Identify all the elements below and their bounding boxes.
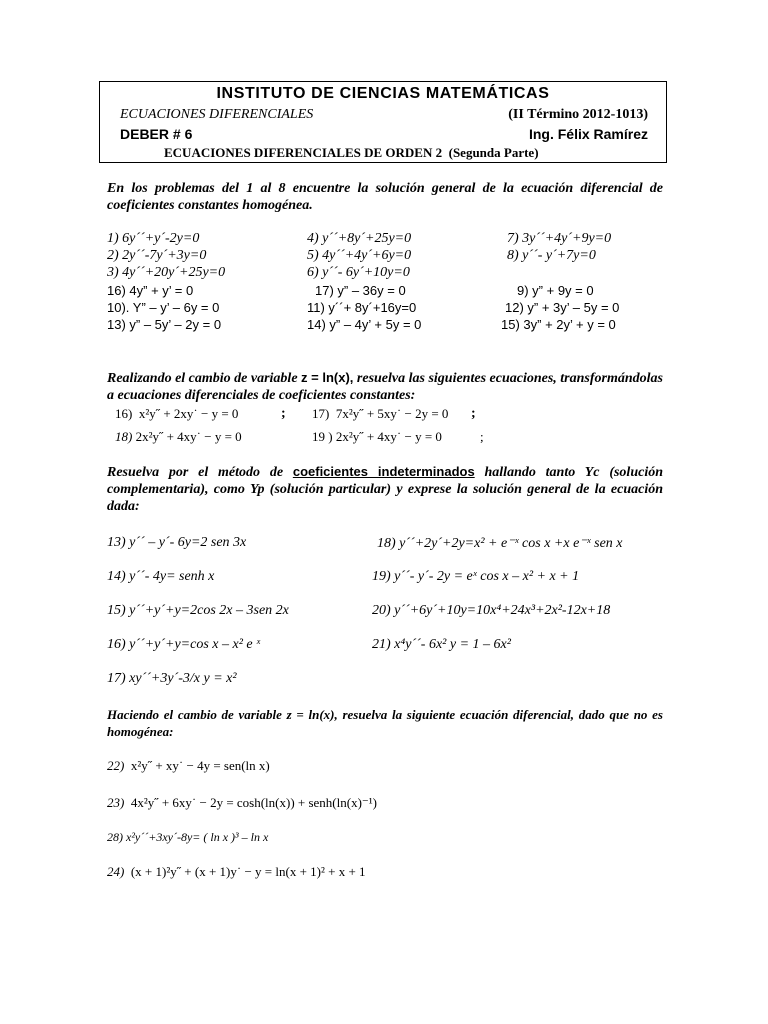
problem-15c: 15) y´´+y´+y=2cos 2x – 3sen 2x <box>107 603 289 618</box>
separator: ; <box>480 429 484 444</box>
section2-intro: Realizando el cambio de variable z = ln(x), resuelva las siguientes ecuaciones, transformándolas a ecuaciones diferenciales de coeficientes constantes: <box>107 370 663 403</box>
term: (II Término 2012-1013) <box>508 107 648 122</box>
problem-19b: 19 ) 2x²y˝ + 4xy˙ − y = 0 <box>312 429 442 444</box>
separator: ; <box>471 406 476 421</box>
course-name: ECUACIONES DIFERENCIALES <box>120 107 314 122</box>
problem-16a: 16) 4y” + y’ = 0 <box>107 283 194 298</box>
problem-28: 28) x²y´´+3xy´-8y= ( ln x )³ – ln x <box>107 830 269 844</box>
problem-11: 11) y´´+ 8y´+16y=0 <box>307 300 417 315</box>
problem-7: 7) 3y´´+4y´+9y=0 <box>507 231 612 246</box>
problem-18c: 18) y´´+2y´+2y=x² + e⁻ˣ cos x +x e⁻ˣ sen x <box>377 536 623 551</box>
problem-15a: 15) 3y” + 2y’ + y = 0 <box>501 317 616 332</box>
problem-10: 10). Y” – y’ – 6y = 0 <box>107 300 220 315</box>
problem-4: 4) y´´+8y´+25y=0 <box>307 231 412 246</box>
assignment-number: DEBER # 6 <box>120 126 193 142</box>
topic: ECUACIONES DIFERENCIALES DE ORDEN 2 (Segunda Parte) <box>164 145 539 160</box>
institute-title: INSTITUTO DE CIENCIAS MATEMÁTICAS <box>216 85 550 102</box>
problem-16c: 16) y´´+y´+y=cos x – x² e ˣ <box>107 637 261 652</box>
problem-21c: 21) x⁴y´´- 6x² y = 1 – 6x² <box>372 637 511 652</box>
problem-13c: 13) y´´ – y´- 6y=2 sen 3x <box>107 535 247 550</box>
problem-22: 22) x²y˝ + xy˙ − 4y = sen(ln x) <box>107 758 270 773</box>
section3-intro: Resuelva por el método de coeficientes indeterminados hallando tanto Yc (solución complementaria), como Yp (solución particular) y exprese la solución general de la ecuación dada: <box>107 464 663 514</box>
problem-17b: 17) 7x²y˝ + 5xy˙ − 2y = 0 <box>312 406 449 421</box>
problem-20c: 20) y´´+6y´+10y=10x⁴+24x³+2x²-12x+18 <box>372 603 611 618</box>
problem-14c: 14) y´´- 4y= senh x <box>107 569 215 584</box>
problem-3: 3) 4y´´+20y´+25y=0 <box>107 265 226 280</box>
separator: ; <box>281 406 286 421</box>
teacher-name: Ing. Félix Ramírez <box>528 126 648 142</box>
section1-intro: En los problemas del 1 al 8 encuentre la solución general de la ecuación diferencial de coeficientes constantes homogénea. <box>107 181 663 213</box>
section4-intro: Haciendo el cambio de variable z = ln(x), resuelva la siguiente ecuación diferencial, dado que no es homogénea: <box>107 707 663 739</box>
problem-8: 8) y´´- y´+7y=0 <box>507 248 596 263</box>
problem-17a: 17) y” – 36y = 0 <box>315 283 406 298</box>
problem-9: 9) y” + 9y = 0 <box>517 283 594 298</box>
problem-6: 6) y´´- 6y´+10y=0 <box>307 265 410 280</box>
problem-24: 24) (x + 1)²y˝ + (x + 1)y˙ − y = ln(x + 1)² + x + 1 <box>107 864 366 879</box>
problem-18b: 18) 2x²y˝ + 4xy˙ − y = 0 <box>115 429 242 444</box>
problem-2: 2) 2y´´-7y´+3y=0 <box>107 248 207 263</box>
problem-13a: 13) y” – 5y’ – 2y = 0 <box>107 317 222 332</box>
problem-14a: 14) y” – 4y’ + 5y = 0 <box>307 317 422 332</box>
problem-17c: 17) xy´´+3y´-3/x y = x² <box>107 671 237 686</box>
problem-12: 12) y” + 3y’ – 5y = 0 <box>505 300 620 315</box>
problem-19c: 19) y´´- y´- 2y = eˣ cos x – x² + x + 1 <box>372 569 580 584</box>
problem-16b: 16) x²y˝ + 2xy˙ − y = 0 <box>115 406 239 421</box>
problem-5: 5) 4y´´+4y´+6y=0 <box>307 248 412 263</box>
problem-23: 23) 4x²y˝ + 6xy˙ − 2y = cosh(ln(x)) + senh(ln(x)⁻¹) <box>107 795 377 810</box>
header-box <box>99 81 667 163</box>
problem-1: 1) 6y´´+y´-2y=0 <box>107 231 200 246</box>
